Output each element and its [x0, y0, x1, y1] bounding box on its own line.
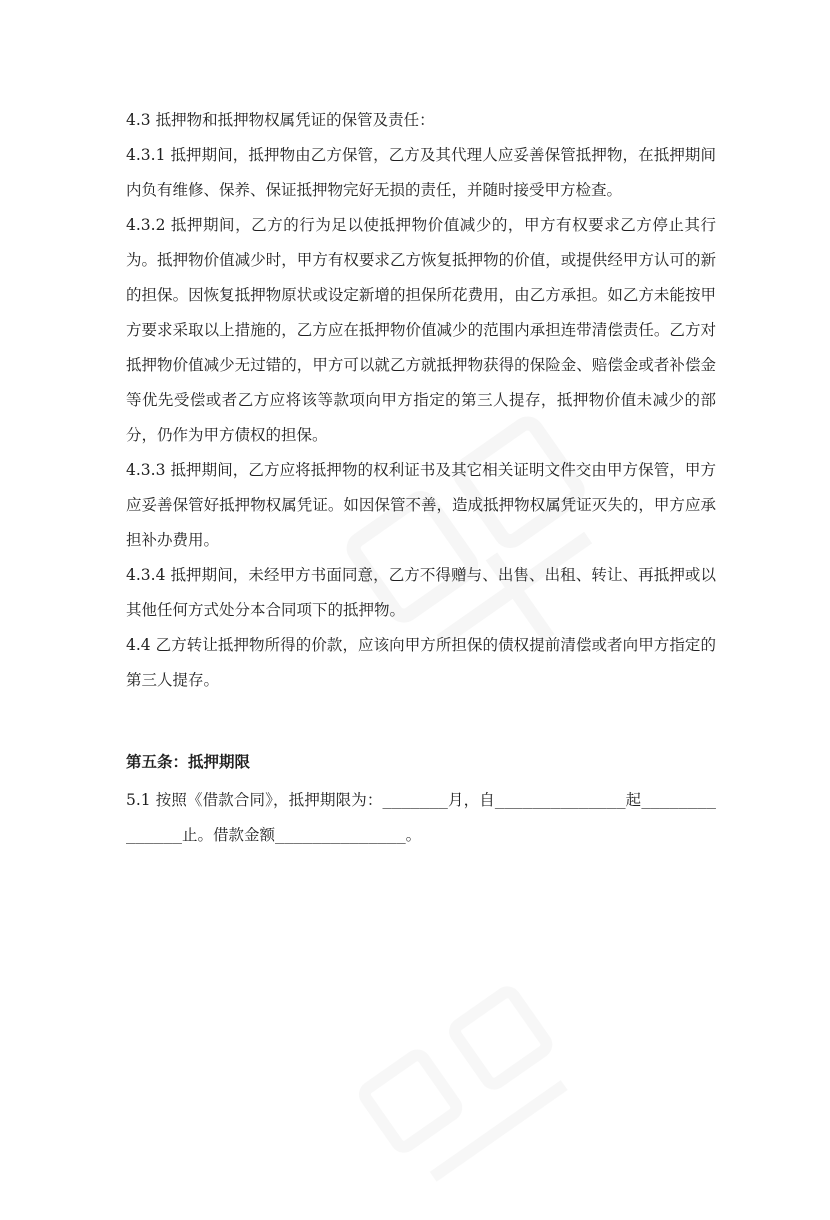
watermark-logo-icon	[320, 960, 620, 1220]
blank-end-date-field[interactable]: ______________	[126, 791, 716, 844]
blank-amount-field[interactable]: ______________	[275, 826, 406, 844]
blank-start-date-field[interactable]: ______________	[494, 791, 626, 809]
section-spacer	[126, 698, 716, 744]
clause-5-1-text: 月，自	[447, 791, 495, 809]
clause-5-1-text: 止。借款金额	[182, 826, 276, 844]
section-title: 第五条：抵押期限	[126, 752, 251, 771]
paragraph-4-3: 4.3 抵押物和抵押物权属凭证的保管及责任：	[126, 111, 435, 129]
document-body	[126, 103, 716, 853]
blank-months-field[interactable]: _______	[382, 791, 448, 809]
clause-5-1-text: 起	[625, 791, 642, 809]
paragraph-4-3-4: 4.3.4 抵押期间，未经甲方书面同意，乙方不得赠与、出售、出租、转让、再抵押或以其他任何方式处分本合同项下的抵押物。	[126, 566, 716, 619]
paragraph-4-3-2: 4.3.2 抵押期间，乙方的行为足以使抵押物价值减少的，甲方有权要求乙方停止其行为。抵押物价值减少时，甲方有权要求乙方恢复抵押物的价值，或提供经甲方认可的新的担保。因恢复抵押物原状或设定新增的担保所花费用，由乙方承担。如乙方未能按甲方要求采取以上措施的，乙方应在抵押物价值减少的范围内承担连带清偿责任。乙方对抵押物价值减少无过错的，甲方可以就乙方就抵押物获得的保险金、赔偿金或者补偿金等优先受偿或者乙方应将该等款项向甲方指定的第三人提存，抵押物价值未减少的部分，仍作为甲方债权的担保。	[126, 216, 716, 444]
clause-5-1	[126, 783, 716, 853]
clause-5-1-text: 5.1 按照《借款合同》，抵押期限为：	[126, 791, 383, 809]
paragraph-4-4: 4.4 乙方转让抵押物所得的价款，应该向甲方所担保的债权提前清偿或者向甲方指定的第三人提存。	[126, 636, 716, 689]
clause-5-1-text: 。	[405, 826, 422, 844]
paragraph-4-3-1: 4.3.1 抵押期间，抵押物由乙方保管，乙方及其代理人应妥善保管抵押物，在抵押期间内负有维修、保养、保证抵押物完好无损的责任，并随时接受甲方检查。	[126, 146, 716, 199]
paragraph-4-3-3: 4.3.3 抵押期间，乙方应将抵押物的权利证书及其它相关证明文件交由甲方保管，甲方应妥善保管好抵押物权属凭证。如因保管不善，造成抵押物权属凭证灭失的，甲方应承担补办费用。	[126, 461, 716, 549]
